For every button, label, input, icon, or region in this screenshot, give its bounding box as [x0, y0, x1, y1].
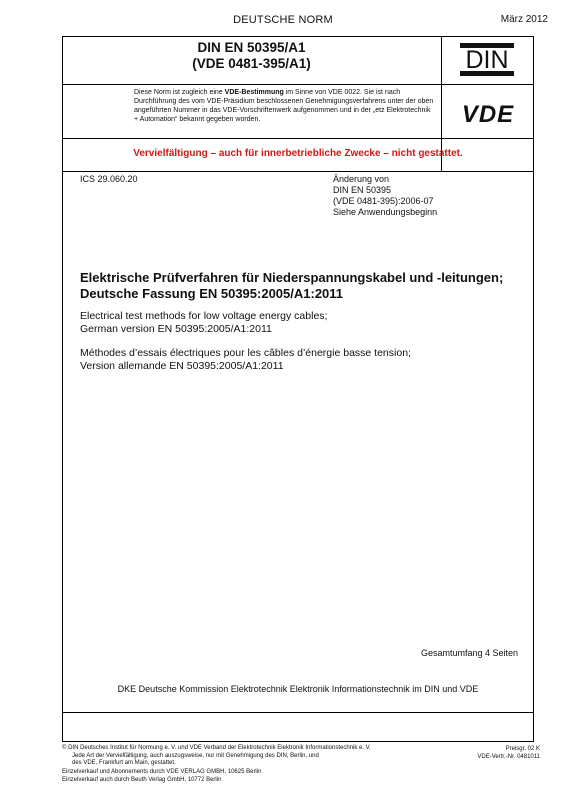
sales-line2: Einzelverkauf auch durch Beuth Verlag GmbH, 10772 Berlin	[62, 776, 222, 783]
title-german-line1: Elektrische Prüfverfahren für Niederspannungskabel und -leitungen;	[80, 270, 504, 285]
title-english	[80, 310, 520, 336]
ics-code: ICS 29.060.20	[80, 174, 138, 184]
amendment-line2: DIN EN 50395	[333, 185, 392, 195]
document-number-line2: (VDE 0481-395/A1)	[192, 56, 311, 71]
copyright-line1: © DIN Deutsches Institut für Normung e. V. und VDE Verband der Elektrotechnik Elektronik Informationstechnik e. V.	[62, 745, 371, 751]
vde-notice	[134, 88, 436, 124]
amendment-line4: Siehe Anwendungsbeginn	[333, 207, 438, 217]
document-number	[62, 40, 441, 72]
dke-commission: DKE Deutsche Kommission Elektrotechnik Elektronik Informationstechnik im DIN und VDE	[117, 684, 479, 694]
vde-logo-text: VDE	[461, 101, 515, 128]
vde-notice-bold: VDE-Bestimmung	[224, 89, 284, 96]
header-divider-3	[62, 171, 534, 172]
title-english-line2: German version EN 50395:2005/A1:2011	[80, 323, 272, 335]
vde-notice-part1: Diese Norm ist zugleich eine	[134, 89, 225, 96]
norm-type-label: DEUTSCHE NORM	[233, 14, 333, 26]
title-english-line1: Electrical test methods for low voltage energy cables;	[80, 310, 328, 322]
reproduction-warning: Vervielfältigung – auch für innerbetriebliche Zwecke – nicht gestattet.	[133, 148, 463, 159]
sales-line1: Einzelverkauf und Abonnements durch VDE VERLAG GMBH, 10625 Berlin	[62, 769, 262, 775]
price-info	[477, 745, 540, 761]
vde-notice-part2: im Sinne von VDE 0022. Sie ist nach Durchführung des vom VDE-Präsidium beschlossenen Genehmigungsverfahrens unter der oben angeführten Nummer in das VDE-Vorschriftenwerk aufgenommen und in der „etz Elektrotechnik + Automation“ bekannt gegeben worden.	[134, 89, 434, 123]
footer-divider	[62, 712, 534, 713]
amendment-line1: Änderung von	[333, 174, 390, 184]
price-group: Preisgr. 02 K	[505, 746, 540, 752]
din-logo	[459, 42, 515, 77]
amendment-info	[333, 174, 437, 218]
amendment-line3: (VDE 0481-395):2006-07	[333, 196, 434, 206]
din-logo-text: DIN	[465, 46, 509, 74]
title-page-frame	[62, 36, 534, 742]
vde-logo	[450, 98, 526, 128]
copyright-line3: des VDE, Frankfurt am Main, gestattet.	[72, 760, 176, 766]
header-divider-2	[62, 138, 534, 139]
title-french	[80, 347, 520, 373]
document-number-line1: DIN EN 50395/A1	[197, 40, 306, 55]
header-divider-1	[62, 84, 534, 85]
title-french-line2: Version allemande EN 50395:2005/A1:2011	[80, 360, 284, 372]
copyright-notice	[62, 745, 392, 768]
title-french-line1: Méthodes d’essais électriques pour les câbles d’énergie basse tension;	[80, 347, 411, 359]
total-pages: Gesamtumfang 4 Seiten	[420, 648, 518, 658]
title-german-line2: Deutsche Fassung EN 50395:2005/A1:2011	[80, 286, 344, 301]
copyright-line2: Jede Art der Vervielfältigung, auch auszugsweise, nur mit Genehmigung des DIN, Berlin, und	[72, 752, 319, 759]
publication-date: März 2012	[500, 14, 548, 25]
vde-contract-number: VDE-Vertr.-Nr. 0481011	[477, 754, 540, 760]
sales-info	[62, 769, 261, 784]
title-german	[80, 270, 520, 302]
